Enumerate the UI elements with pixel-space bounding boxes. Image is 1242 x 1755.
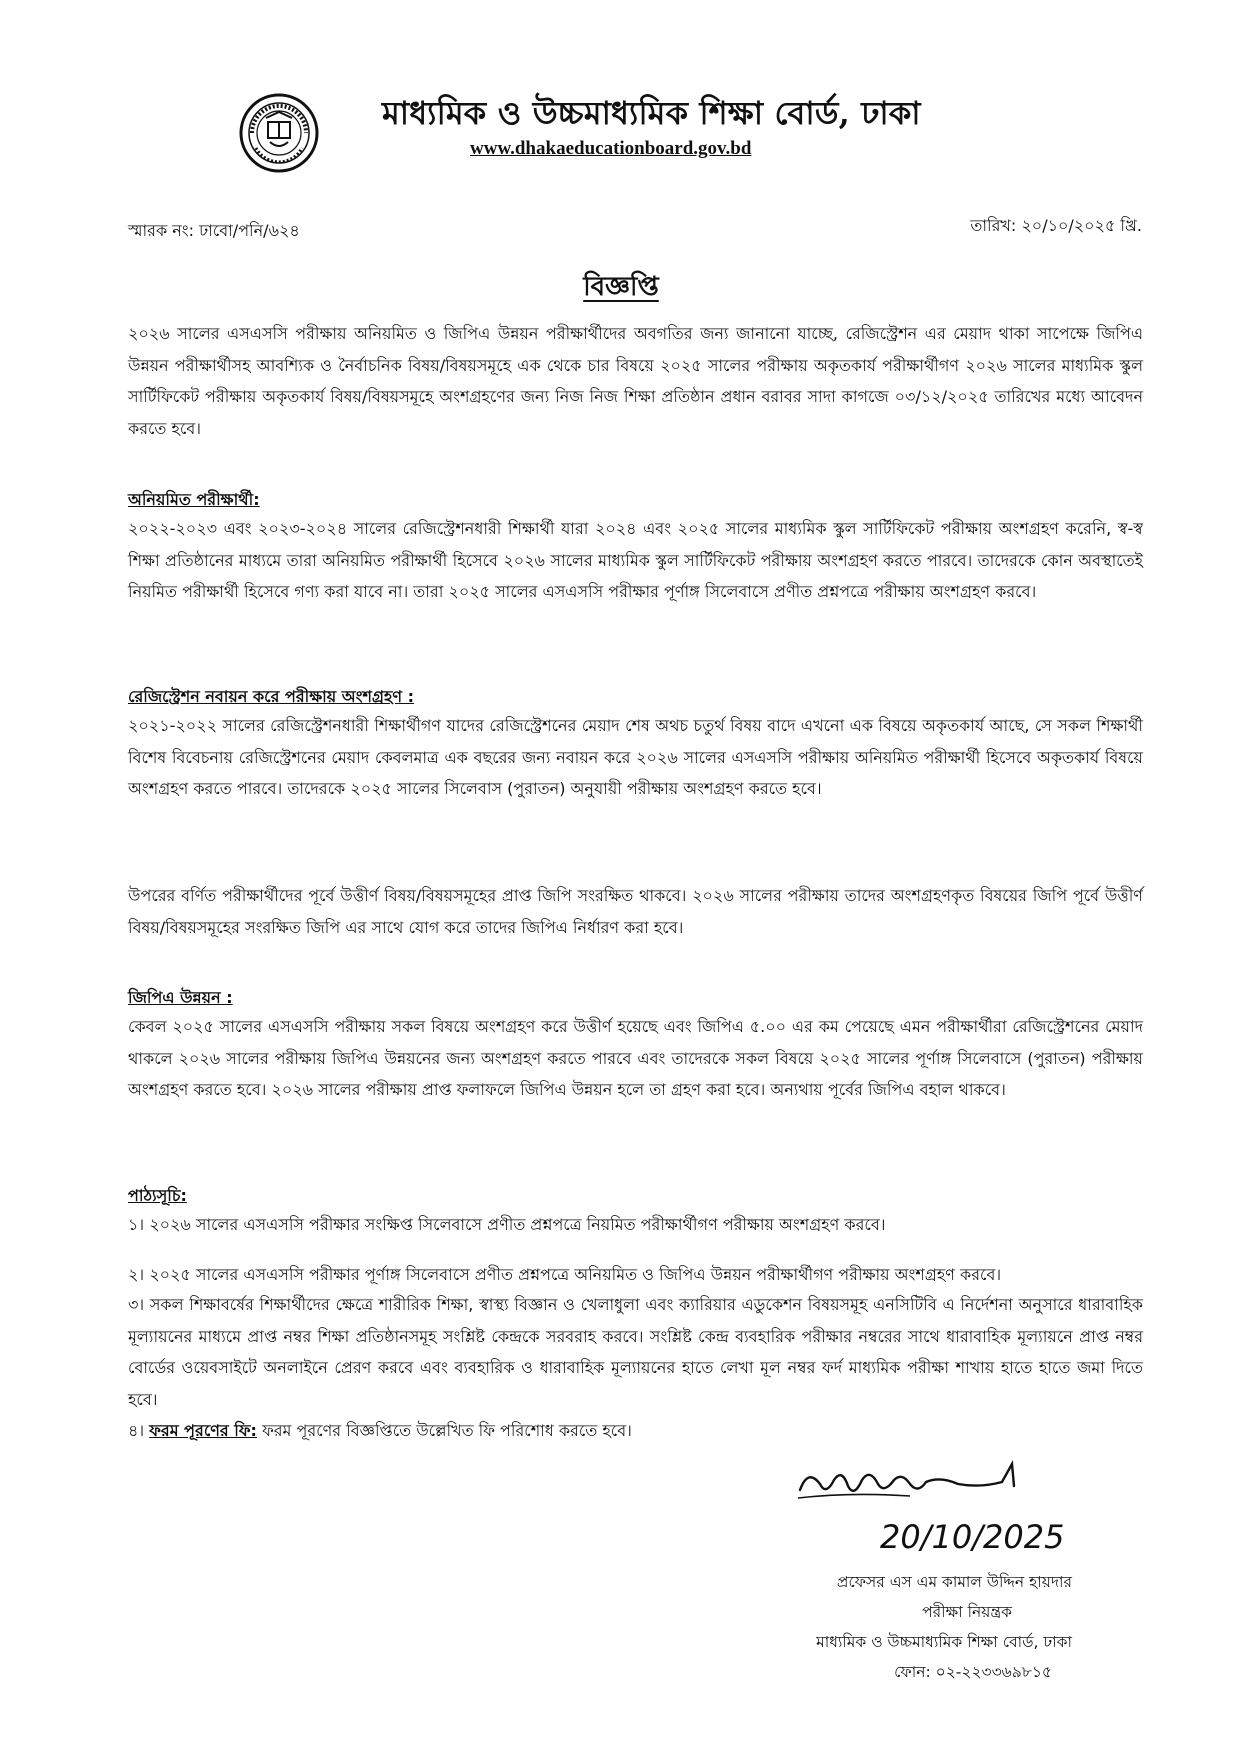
signatory-name: প্রফেসর এস এম কামাল উদ্দিন হায়দার (836, 1573, 1072, 1591)
renewal-heading: রেজিস্ট্রেশন নবায়ন করে পরীক্ষায় অংশগ্রহণ : (128, 687, 415, 706)
board-seal-logo (238, 92, 320, 174)
syllabus-item-1: ১। ২০২৬ সালের এসএসসি পরীক্ষার সংক্ষিপ্ত সিলেবাসে প্রণীত প্রশ্নপত্রে নিয়মিত পরীক্ষার্থীগণ পরীক্ষায় অংশগ্রহণ করবে। (128, 1215, 886, 1234)
signatory-designation: পরীক্ষা নিয়ন্ত্রক (922, 1603, 1012, 1621)
notice-date: তারিখ: ২০/১০/২০২৫ খ্রি. (970, 216, 1142, 235)
syllabus-item-4-number: ৪। (128, 1421, 145, 1440)
syllabus-item-4-text: ফরম পূরণের বিজ্ঞপ্তিতে উল্লেখিত ফি পরিশোধ করতে হবে। (262, 1421, 632, 1440)
notice-title-text: বিজ্ঞপ্তি (583, 272, 659, 302)
signatory-office: মাধ্যমিক ও উচ্চমাধ্যমিক শিক্ষা বোর্ড, ঢাকা (816, 1633, 1072, 1651)
memo-number: স্মারক নং: ঢাবো/পনি/৬২৪ (128, 221, 300, 240)
board-website-link[interactable]: www.dhakaeducationboard.gov.bd (470, 138, 752, 159)
signature-date: 20/10/2025 (880, 1518, 1065, 1556)
irregular-paragraph: ২০২২-২০২৩ এবং ২০২৩-২০২৪ সালের রেজিস্ট্রেশনধারী শিক্ষার্থী যারা ২০২৪ এবং ২০২৫ সালের মাধ্যমিক স্কুল সার্টিফিকেট পরীক্ষায় অংশগ্রহণ করেনি, স্ব-স্ব শিক্ষা প্রতিষ্ঠানের মাধ্যমে তারা অনিয়মিত পরীক্ষার্থী হিসেবে ২০২৬ সালের মাধ্যমিক স্কুল সার্টিফিকেট পরীক্ষায় অংশগ্রহণ করতে পারবে। তাদেরকে কোন অবস্থাতেই নিয়মিত পরীক্ষার্থী হিসেবে গণ্য করা যাবে না। তারা ২০২৫ সালের এসএসসি পরীক্ষার পূর্ণাঙ্গ সিলেবাসে প্রণীত প্রশ্নপত্রে পরীক্ষায় অংশগ্রহণ করবে। (128, 519, 1143, 601)
irregular-heading: অনিয়মিত পরীক্ষার্থী: (128, 490, 260, 509)
syllabus-heading: পাঠ্যসূচি: (128, 1186, 187, 1205)
renewal-paragraph: ২০২১-২০২২ সালের রেজিস্ট্রেশনধারী শিক্ষার্থীগণ যাদের রেজিস্ট্রেশনের মেয়াদ শেষ অথচ চতুর্থ বিষয় বাদে এখনো এক বিষয়ে অকৃতকার্য আছে, সে সকল শিক্ষার্থী বিশেষ বিবেচনায় রেজিস্ট্রেশনের মেয়াদ কেবলমাত্র এক বছরের জন্য নবায়ন করে ২০২৬ সালের এসএসসি পরীক্ষায় অনিয়মিত পরীক্ষার্থী হিসেবে অকৃতকার্য বিষয়ে অংশগ্রহণ করতে পারবে। তাদেরকে ২০২৫ সালের সিলেবাস (পুরাতন) অনুযায়ী পরীক্ষায় অংশগ্রহণ করতে হবে। (128, 716, 1143, 798)
syllabus-item-4 (128, 1415, 1143, 1447)
gpa-improvement-heading: জিপিএ উন্নয়ন : (128, 988, 233, 1007)
notice-title (0, 266, 1242, 310)
syllabus-item-4-label: ফরম পূরণের ফি: (149, 1421, 257, 1440)
signature-block (816, 1567, 1072, 1687)
syllabus-item-2: ২। ২০২৫ সালের এসএসসি পরীক্ষার পূর্ণাঙ্গ সিলেবাসে প্রণীত প্রশ্নপত্রে অনিয়মিত ও জিপিএ উন্নয়ন পরীক্ষার্থীগণ পরীক্ষায় অংশগ্রহণ করবে। (128, 1265, 1002, 1284)
gpa-improvement-paragraph: কেবল ২০২৫ সালের এসএসসি পরীক্ষায় সকল বিষয়ে অংশগ্রহণ করে উত্তীর্ণ হয়েছে এবং জিপিএ ৫.০০ এর কম পেয়েছে এমন পরীক্ষার্থীরা রেজিস্ট্রেশনের মেয়াদ থাকলে ২০২৬ সালের পরীক্ষায় জিপিএ উন্নয়নের জন্য অংশগ্রহণ করতে পারবে এবং তাদেরকে সকল বিষয়ে ২০২৫ সালের পূর্ণাঙ্গ সিলেবাসে (পুরাতন) পরীক্ষায় অংশগ্রহণ করতে হবে। ২০২৬ সালের পরীক্ষায় প্রাপ্ত ফলাফলে জিপিএ উন্নয়ন হলে তা গ্রহণ করা হবে। অন্যথায় পূর্বের জিপিএ বহাল থাকবে। (128, 1017, 1143, 1099)
board-title: মাধ্যমিক ও উচ্চমাধ্যমিক শিক্ষা বোর্ড, ঢাকা (382, 94, 921, 132)
intro-paragraph: ২০২৬ সালের এসএসসি পরীক্ষায় অনিয়মিত ও জিপিএ উন্নয়ন পরীক্ষার্থীদের অবগতির জন্য জানানো যাচ্ছে, রেজিস্ট্রেশন এর মেয়াদ থাকা সাপেক্ষে জিপিএ উন্নয়ন পরীক্ষার্থীসহ আবশ্যিক ও নৈর্বাচনিক বিষয়/বিষয়সমূহে এক থেকে চার বিষয়ে ২০২৫ সালের পরীক্ষায় অকৃতকার্য পরীক্ষার্থীগণ ২০২৬ সালের মাধ্যমিক স্কুল সার্টিফিকেট পরীক্ষায় অকৃতকার্য বিষয়/বিষয়সমূহে অংশগ্রহণের জন্য নিজ নিজ শিক্ষা প্রতিষ্ঠান প্রধান বরাবর সাদা কাগজে ০৩/১২/২০২৫ তারিখের মধ্যে আবেদন করতে হবে। (128, 324, 1143, 438)
signatory-phone: ফোন: ০২-২২৩৩৬৯৮১৫ (894, 1663, 1052, 1681)
gp-note-paragraph: উপরের বর্ণিত পরীক্ষার্থীদের পূর্বে উত্তীর্ণ বিষয়/বিষয়সমূহের প্রাপ্ত জিপি সংরক্ষিত থাকবে। ২০২৬ সালের পরীক্ষায় তাদের অংশগ্রহণকৃত বিষয়ের জিপি পূর্বে উত্তীর্ণ বিষয়/বিষয়সমূহের সংরক্ষিত জিপি এর সাথে যোগ করে তাদের জিপিএ নির্ধারণ করা হবে। (128, 886, 1143, 937)
handwritten-signature (790, 1450, 1065, 1565)
syllabus-item-3: ৩। সকল শিক্ষাবর্ষের শিক্ষার্থীদের ক্ষেত্রে শারীরিক শিক্ষা, স্বাস্থ্য বিজ্ঞান ও খেলাধুলা এবং ক্যারিয়ার এডুকেশন বিষয়সমূহ এনসিটিবি এ নির্দেশনা অনুসারে ধারাবাহিক মূল্যায়নের মাধ্যমে প্রাপ্ত নম্বর শিক্ষা প্রতিষ্ঠানসমূহ সংশ্লিষ্ট কেন্দ্রকে সরবরাহ করবে। সংশ্লিষ্ট কেন্দ্র ব্যবহারিক পরীক্ষার নম্বরের সাথে ধারাবাহিক মূল্যায়নে প্রাপ্ত নম্বর বোর্ডের ওয়েবসাইটে অনলাইনে প্রেরণ করবে এবং ব্যবহারিক ও ধারাবাহিক মূল্যায়নের হাতে লেখা মূল নম্বর ফর্দ মাধ্যমিক পরীক্ষা শাখায় হাতে হাতে জমা দিতে হবে। (128, 1295, 1143, 1409)
